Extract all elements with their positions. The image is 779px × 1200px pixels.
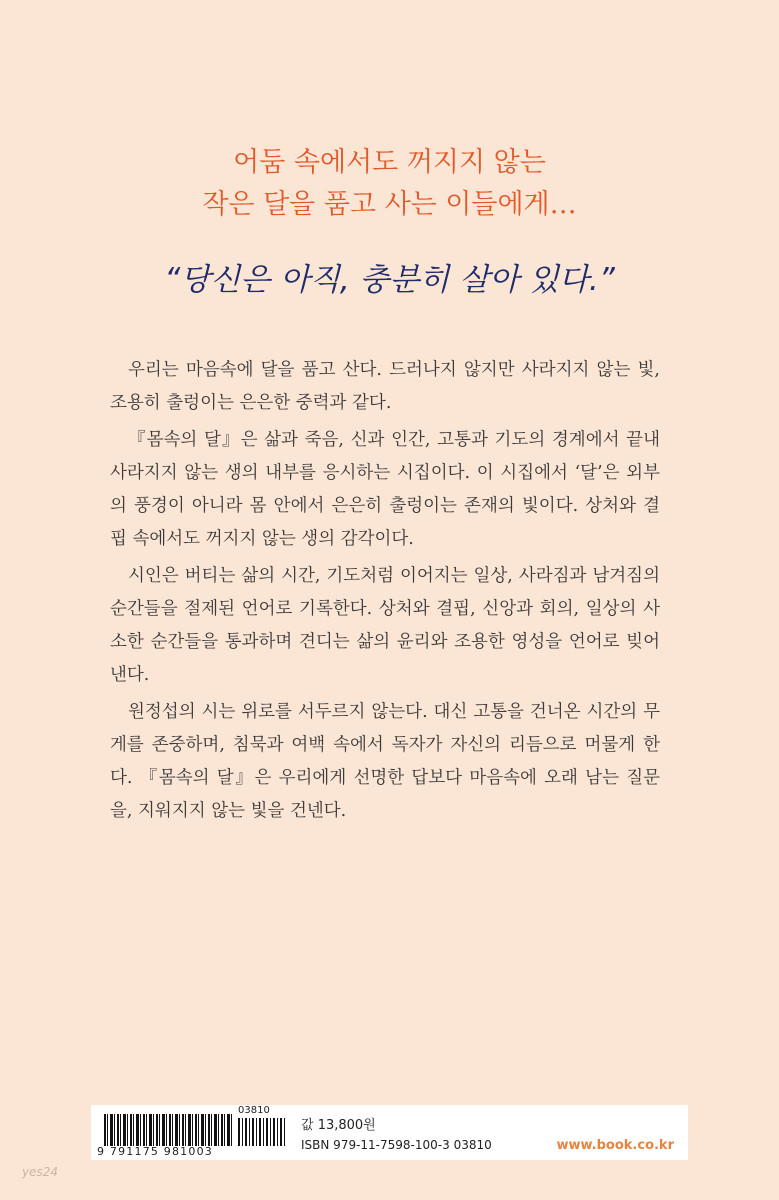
publisher-website: www.book.co.kr xyxy=(556,1138,674,1153)
barcode-panel xyxy=(91,1105,688,1160)
watermark-logo: yes24 xyxy=(22,1165,59,1179)
paragraph-3: 시인은 버티는 삶의 시간, 기도처럼 이어지는 일상, 사라짐과 남겨짐의 순간들을 절제된 언어로 기록한다. 상처와 결핍, 신앙과 회의, 일상의 사소한 순간들을 통과하며 견디는 삶의 윤리와 조용한 영성을 언어로 빚어낸다. xyxy=(110,566,660,685)
isbn-label: ISBN 979-11-7598-100-3 03810 xyxy=(301,1138,492,1152)
paragraph-1: 우리는 마음속에 달을 품고 산다. 드러나지 않지만 사라지지 않는 빛, 조용히 출렁이는 은은한 중력과 같다. xyxy=(110,360,660,413)
tagline-line-1: 어둠 속에서도 꺼지지 않는 xyxy=(233,147,546,178)
pull-quote: “당신은 아직, 충분히 살아 있다.” xyxy=(164,262,615,298)
tagline xyxy=(0,142,779,226)
paragraph-2: 『몸속의 달』은 삶과 죽음, 신과 인간, 고통과 기도의 경계에서 끝내 사라지지 않는 생의 내부를 응시하는 시집이다. 이 시집에서 ‘달’은 외부의 풍경이 아니라 몸 안에서 은은히 출렁이는 존재의 빛이다. 상처와 결핍 속에서도 꺼지지 않는 생의 감각이다. xyxy=(110,430,660,549)
barcode-digits: 9 791175 981003 xyxy=(97,1145,213,1158)
paragraph-4: 원정섭의 시는 위로를 서두르지 않는다. 대신 고통을 건너온 시간의 무게를 존중하며, 침묵과 여백 속에서 독자가 자신의 리듬으로 머물게 한다. 『몸속의 달』은 우리에게 선명한 답보다 마음속에 오래 남는 질문을, 지워지지 않는 빛을 건넨다. xyxy=(110,702,660,821)
book-description xyxy=(110,354,660,832)
addon-code: 03810 xyxy=(238,1105,270,1116)
tagline-line-2: 작은 달을 품고 사는 이들에게… xyxy=(202,189,577,220)
price-label: 값 13,800원 xyxy=(301,1118,376,1133)
